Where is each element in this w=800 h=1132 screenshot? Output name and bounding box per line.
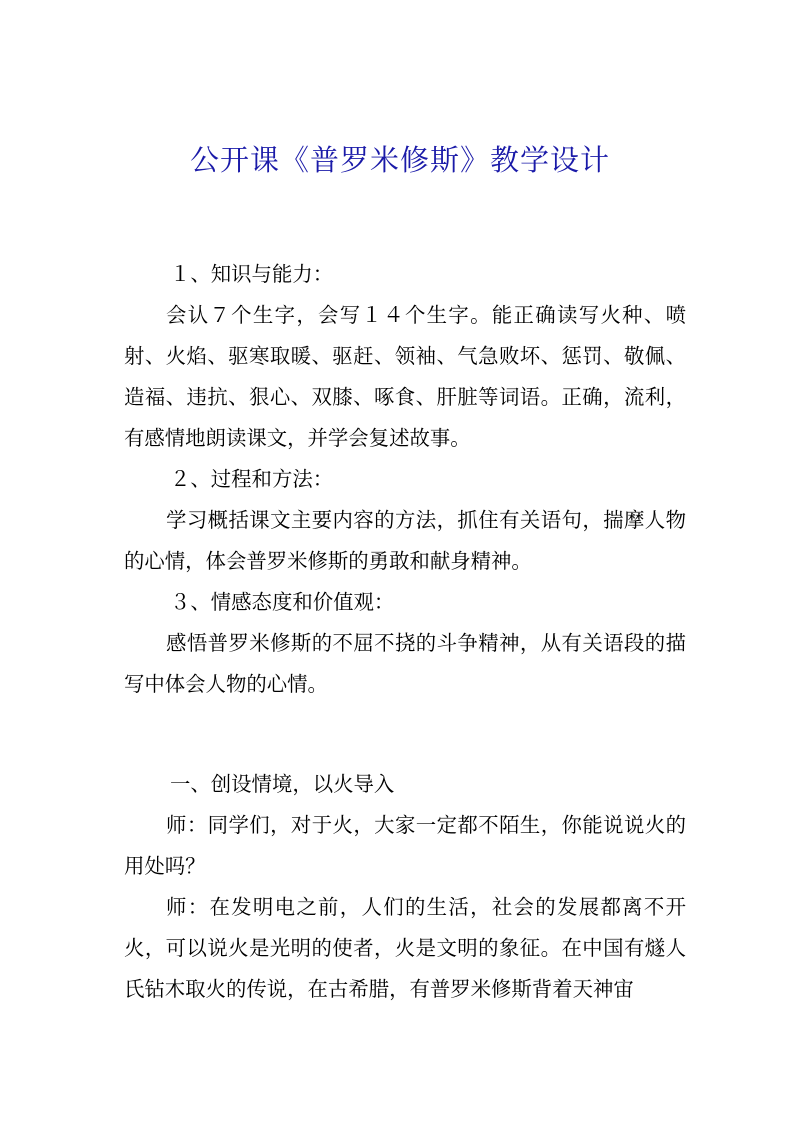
paragraph-teacher-question: 师：同学们，对于火，大家一定都不陌生，你能说说火的用处吗？ [124,813,686,878]
paragraph-process: 学习概括课文主要内容的方法，抓住有关语句，揣摩人物的心情，体会普罗米修斯的勇敢和献身精神。 [124,508,686,573]
section-heading-process: ２、过程和方法： [170,467,334,491]
paragraph-emotion: 感悟普罗米修斯的不屈不挠的斗争精神，从有关语段的描写中体会人物的心情。 [124,631,686,696]
section-heading-intro: 一、创设情境，以火导入 [170,772,395,796]
section-heading-knowledge: １、知识与能力： [170,262,334,286]
document-body [124,254,686,1010]
paragraph-teacher-fire: 师：在发明电之前，人们的生活，社会的发展都离不开火，可以说火是光明的使者，火是文明的象征。在中国有燧人氏钻木取火的传说，在古希腊，有普罗米修斯背着天神宙 [124,895,686,1001]
document-title: 公开课《普罗米修斯》教学设计 [189,143,610,177]
paragraph-knowledge: 会认７个生字，会写１４个生字。能正确读写火种、喷射、火焰、驱寒取暖、驱赶、领袖、气急败坏、惩罚、敬佩、造福、违抗、狠心、双膝、啄食、肝脏等词语。正确，流利，有感情地朗读课文，并学会复述故事。 [124,303,686,450]
section-heading-emotion: ３、情感态度和价值观： [170,590,395,614]
section-spacer [124,705,686,764]
